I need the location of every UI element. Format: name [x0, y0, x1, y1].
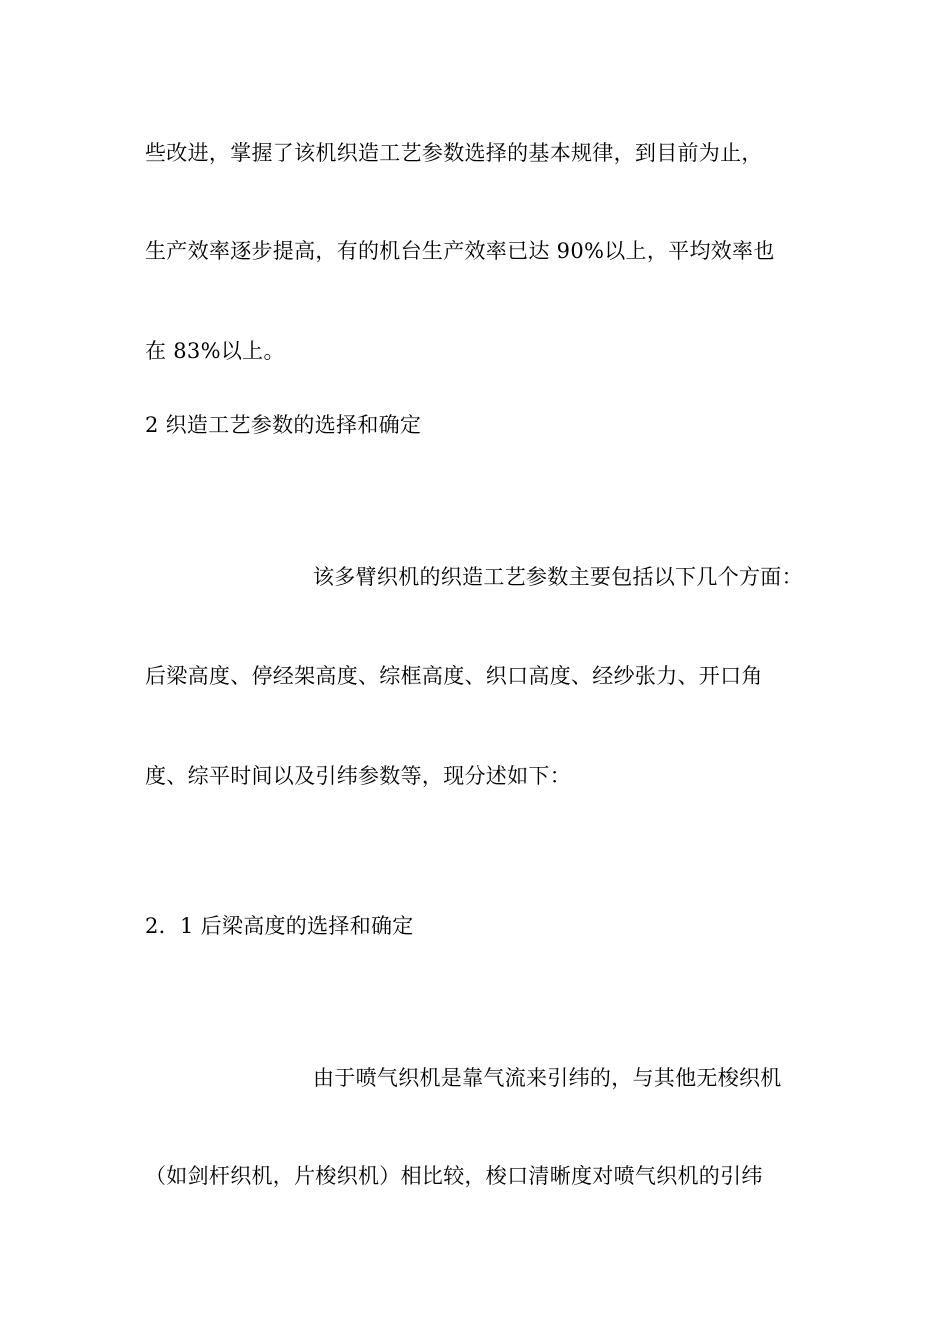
paragraph-line: （如剑杆织机，片梭织机）相比较，梭口清晰度对喷气织机的引纬 — [145, 1164, 763, 1188]
subsection-heading: 2．1 后梁高度的选择和确定 — [145, 914, 414, 938]
paragraph-line: 生产效率逐步提高，有的机台生产效率已达 90%以上，平均效率也 — [145, 239, 775, 263]
paragraph-line: 该多臂织机的织造工艺参数主要包括以下几个方面： — [313, 565, 803, 589]
section-heading: 2 织造工艺参数的选择和确定 — [145, 413, 422, 437]
paragraph-line: 由于喷气织机是靠气流来引纬的，与其他无梭织机 — [313, 1066, 782, 1090]
paragraph-line: 度、综平时间以及引纬参数等，现分述如下： — [145, 764, 571, 788]
paragraph-line: 些改进，掌握了该机织造工艺参数选择的基本规律，到目前为止， — [145, 141, 763, 165]
paragraph-line: 后梁高度、停经架高度、综框高度、织口高度、经纱张力、开口角 — [145, 664, 763, 688]
paragraph-line: 在 83%以上。 — [145, 339, 285, 363]
